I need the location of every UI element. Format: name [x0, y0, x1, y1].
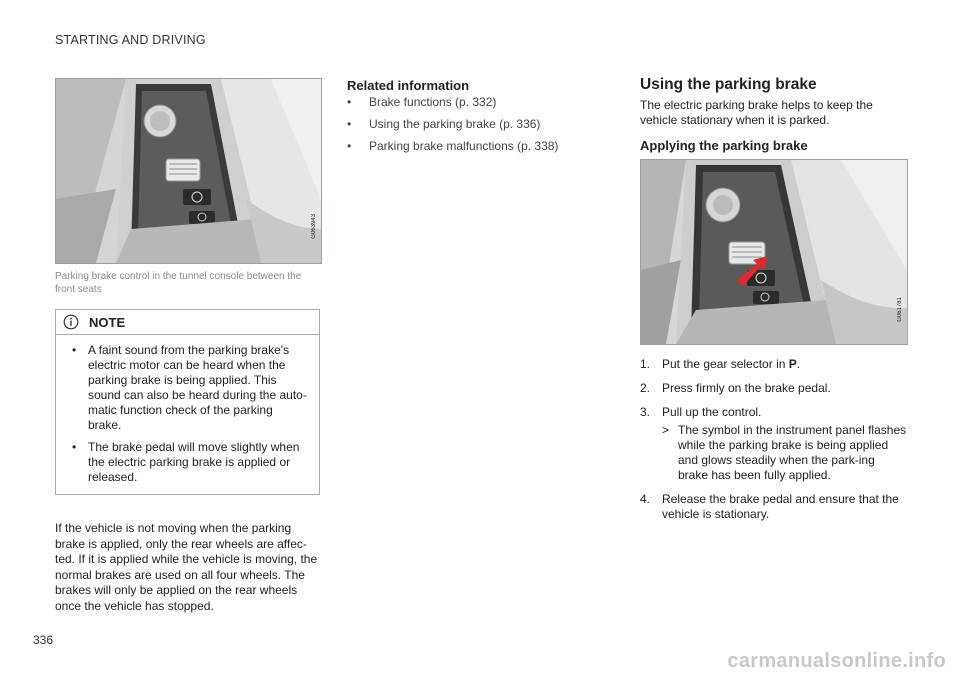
info-icon	[63, 314, 79, 330]
step-item	[640, 381, 908, 396]
related-link[interactable]	[347, 95, 607, 110]
bullet-icon: •	[347, 95, 352, 109]
figure-code: G061781	[897, 297, 903, 322]
subheading: Applying the parking brake	[640, 138, 808, 153]
step-text: Put the gear selector in	[662, 357, 789, 371]
watermark: carmanualsonline.info	[727, 650, 946, 672]
step-item	[640, 405, 908, 483]
related-link-text[interactable]: Parking brake malfunctions (p. 338)	[369, 139, 559, 153]
note-box	[55, 309, 320, 495]
steps-list	[640, 357, 908, 522]
step-number: 4.	[640, 492, 651, 506]
note-item	[72, 343, 309, 433]
note-item-text: A faint sound from the parking brake's electric motor can be heard when the parking brake is being applied. This sound can also be heard during the auto-matic function check of the parking brake.	[88, 343, 307, 432]
body-paragraph: If the vehicle is not moving when the parking brake is applied, only the rear wheels are affec-ted. If it is applied while the vehicle is moving, the normal brakes are used on all four wheels. The brakes will only be applied on the rear wheels once the vehicle has stopped.	[55, 521, 318, 613]
bullet-icon: •	[72, 343, 77, 357]
step-text: Press firmly on the brake pedal.	[662, 381, 831, 395]
step-text: Release the brake pedal and ensure that the vehicle is stationary.	[662, 492, 899, 521]
related-link-text[interactable]: Brake functions (p. 332)	[369, 95, 497, 109]
related-link[interactable]	[347, 139, 607, 154]
console-arrow-illustration	[641, 160, 907, 344]
step-number: 3.	[640, 405, 651, 419]
step-number: 1.	[640, 357, 651, 371]
gear-letter: P	[788, 357, 797, 371]
middle-column	[347, 78, 607, 161]
note-item	[72, 440, 309, 485]
parking-brake-photo	[55, 78, 322, 264]
applying-brake-photo	[640, 159, 908, 345]
note-list	[56, 335, 319, 485]
page-number: 336	[33, 633, 54, 647]
step-item	[640, 492, 908, 522]
step-result-text: The symbol in the instrument panel flashes while the parking brake is being applied and glows steadily when the park-ing brake has been fully applied.	[678, 423, 907, 482]
result-arrow-icon: >	[662, 423, 670, 437]
figure-code: G063943	[311, 214, 317, 239]
intro-text: The electric parking brake helps to keep the vehicle stationary when it is parked.	[640, 98, 873, 127]
section-header: STARTING AND DRIVING	[55, 33, 206, 47]
step-text: Pull up the control.	[662, 405, 762, 419]
console-illustration	[56, 79, 321, 263]
related-link-text[interactable]: Using the parking brake (p. 336)	[369, 117, 541, 131]
related-info-list	[347, 95, 607, 154]
note-item-text: The brake pedal will move slightly when the electric parking brake is applied or released.	[88, 440, 300, 484]
related-link[interactable]	[347, 117, 607, 132]
bullet-icon: •	[347, 139, 352, 153]
note-header	[56, 310, 319, 335]
section-heading: Using the parking brake	[640, 76, 817, 93]
left-column	[55, 78, 320, 614]
right-column	[640, 76, 908, 531]
figure-caption: Parking brake control in the tunnel console between the front seats	[55, 271, 302, 295]
bullet-icon: •	[72, 440, 77, 454]
step-item	[640, 357, 908, 372]
note-title: NOTE	[89, 314, 126, 330]
step-suffix: .	[796, 357, 801, 371]
related-info-heading: Related information	[347, 78, 470, 93]
step-result	[662, 423, 908, 483]
bullet-icon: •	[347, 117, 352, 131]
step-number: 2.	[640, 381, 651, 395]
